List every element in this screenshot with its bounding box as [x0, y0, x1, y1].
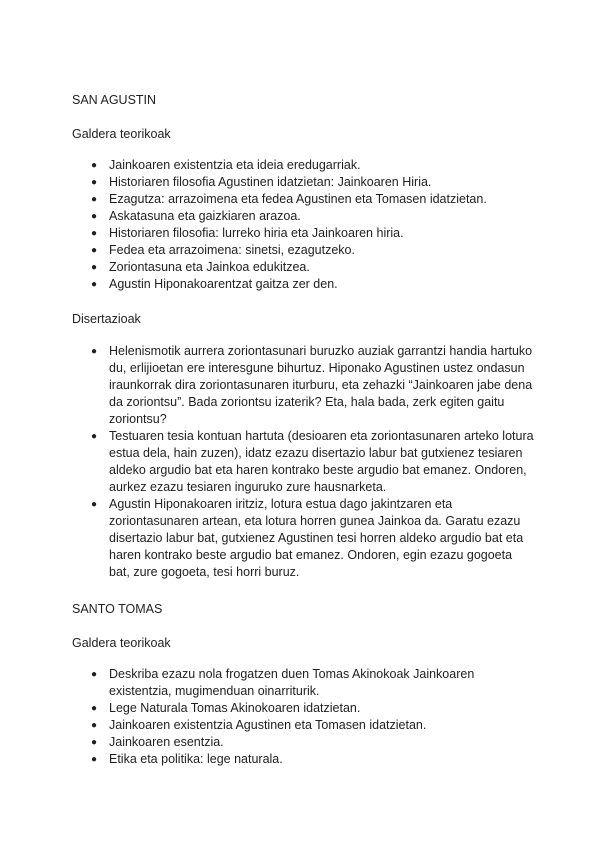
list-item-text: Etika eta politika: lege naturala.: [109, 752, 283, 766]
list-item: [72, 496, 534, 581]
bullet-icon: ●: [91, 245, 98, 256]
bullet-icon: ●: [91, 703, 98, 714]
list-item-text: Testuaren tesia kontuan hartuta (desioaren eta zoriontasunaren arteko lotura estua dela, hain zuzen), idatz ezazu disertazio labur bat gutxienez tesiaren aldeko argudio bat eta haren kontrako beste argudio bat emanez. Ondoren, aurkez ezazu tesiaren inguruko zure hausnarketa.: [109, 429, 534, 494]
list-item: [72, 700, 534, 717]
bullet-icon: ●: [91, 211, 98, 222]
list-item: [72, 174, 534, 191]
list-item-text: Historiaren filosofia Agustinen idatzietan: Jainkoaren Hiria.: [109, 175, 432, 189]
theory-questions-list: [72, 666, 534, 768]
section-title: SANTO TOMAS: [72, 602, 163, 616]
list-item-text: Fedea eta arrazoimena: sinetsi, ezagutzeko.: [109, 243, 355, 257]
bullet-icon: ●: [91, 737, 98, 748]
section-santo-tomas: [72, 601, 534, 768]
list-item: [72, 208, 534, 225]
document-page: [72, 92, 534, 768]
bullet-icon: ●: [91, 177, 98, 188]
list-item: [72, 751, 534, 768]
list-item-text: Jainkoaren existentzia Agustinen eta Tomasen idatzietan.: [109, 718, 427, 732]
bullet-icon: ●: [91, 228, 98, 239]
list-item: [72, 276, 534, 293]
list-item-text: Agustin Hiponakoarentzat gaitza zer den.: [109, 277, 338, 291]
list-item-text: Zoriontasuna eta Jainkoa edukitzea.: [109, 260, 310, 274]
list-item-text: Lege Naturala Tomas Akinokoaren idatzietan.: [109, 701, 361, 715]
bullet-icon: ●: [91, 431, 98, 442]
bullet-icon: ●: [91, 754, 98, 765]
list-item-text: Historiaren filosofia: lurreko hiria eta Jainkoaren hiria.: [109, 226, 404, 240]
group-subtitle: Galdera teorikoak: [72, 636, 171, 650]
bullet-icon: ●: [91, 720, 98, 731]
list-item: [72, 242, 534, 259]
list-item-text: Deskriba ezazu nola frogatzen duen Tomas Akinokoak Jainkoaren existentzia, mugimenduan oinarriturik.: [109, 667, 475, 698]
list-item-text: Ezagutza: arrazoimena eta fedea Agustinen eta Tomasen idatzietan.: [109, 192, 487, 206]
bullet-icon: ●: [91, 669, 98, 680]
list-item: [72, 191, 534, 208]
list-item: [72, 157, 534, 174]
bullet-icon: ●: [91, 499, 98, 510]
bullet-icon: ●: [91, 346, 98, 357]
dissertations-list: [72, 343, 534, 581]
bullet-icon: ●: [91, 194, 98, 205]
list-item: [72, 734, 534, 751]
list-item: [72, 717, 534, 734]
section-title: SAN AGUSTIN: [72, 93, 157, 107]
list-item: [72, 666, 534, 700]
group-subtitle: Disertazioak: [72, 312, 141, 326]
list-item: [72, 343, 534, 428]
list-item: [72, 259, 534, 276]
list-item-text: Jainkoaren existentzia eta ideia eredugarriak.: [109, 158, 361, 172]
list-item-text: Helenismotik aurrera zoriontasunari buruzko auziak garrantzi handia hartuko du, erlijioetan ere interesgune bihurtuz. Hiponako Agustinen ustez ondasun iraunkorrak dira zoriontasunaren iturburu, eta zehazki “Jainkoaren jabe dena da zoriontsu”. Bada zoriontsu izaterik? Eta, hala bada, zerk egiten gaitu zoriontsu?: [109, 344, 533, 426]
list-item: [72, 428, 534, 496]
bullet-icon: ●: [91, 160, 98, 171]
section-san-agustin: [72, 92, 534, 581]
list-item: [72, 225, 534, 242]
bullet-icon: ●: [91, 262, 98, 273]
theory-questions-list: [72, 157, 534, 293]
list-item-text: Agustin Hiponakoaren iritziz, lotura estua dago jakintzaren eta zoriontasunaren artean, eta lotura horren gunea Jainkoa da. Garatu ezazu disertazio labur bat, gutxienez Agustinen tesi horren aldeko argudio bat eta haren kontrako beste argudio bat emanez. Ondoren, egin ezazu gogoeta bat, zure gogoeta, tesi horri buruz.: [109, 497, 524, 579]
list-item-text: Askatasuna eta gaizkiaren arazoa.: [109, 209, 301, 223]
bullet-icon: ●: [91, 279, 98, 290]
group-subtitle: Galdera teorikoak: [72, 127, 171, 141]
list-item-text: Jainkoaren esentzia.: [109, 735, 224, 749]
